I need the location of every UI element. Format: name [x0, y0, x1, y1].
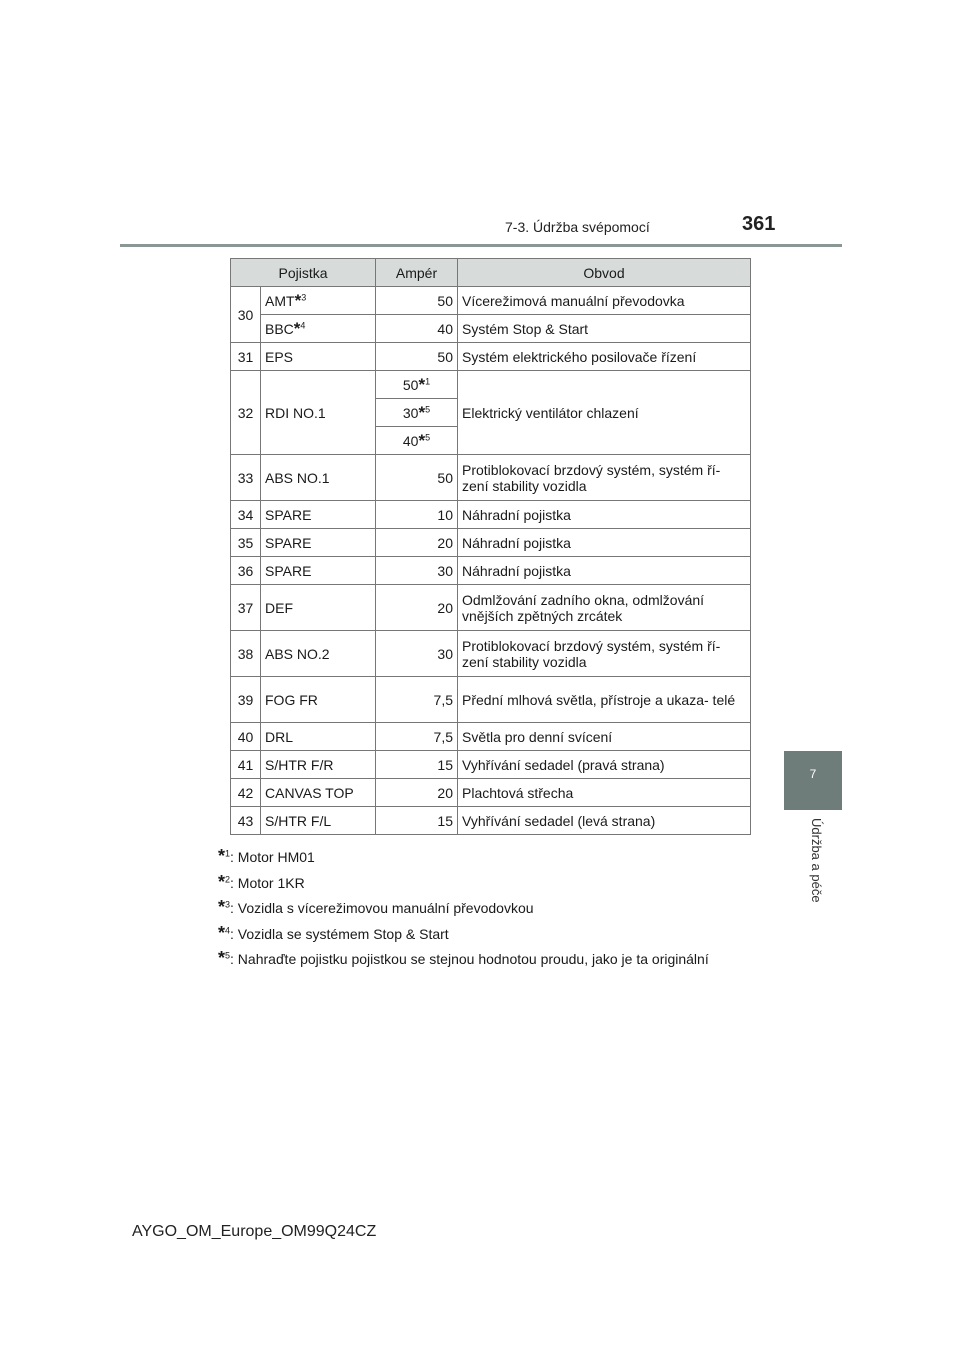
fuse-circuit: Vyhřívání sedadel (pravá strana): [458, 751, 751, 779]
section-title: 7-3. Údržba svépomocí: [505, 219, 650, 235]
table-row: [231, 751, 751, 779]
header-divider: [120, 244, 842, 247]
table-row: [231, 529, 751, 557]
fuse-ampere: 30: [376, 631, 458, 677]
fuse-circuit: Vícerežimová manuální převodovka: [458, 287, 751, 315]
table-row: [231, 807, 751, 835]
fuse-circuit: Vyhřívání sedadel (levá strana): [458, 807, 751, 835]
fuse-name: CANVAS TOP: [261, 779, 376, 807]
fuse-number: 38: [231, 631, 261, 677]
table-row: [231, 557, 751, 585]
table-row: [231, 585, 751, 631]
table-row: [231, 315, 751, 343]
fuse-ampere: 40: [376, 315, 458, 343]
column-header-circuit: Obvod: [458, 259, 751, 287]
fuse-ampere: 40*$^5$: [376, 427, 458, 455]
fuse-name: ABS NO.1: [261, 455, 376, 501]
table-row: [231, 371, 751, 399]
fuse-number: 39: [231, 677, 261, 723]
fuse-name: AMT*$^3$: [261, 287, 376, 315]
fuse-ampere: 30: [376, 557, 458, 585]
fuse-circuit: Systém Stop & Start: [458, 315, 751, 343]
fuse-number: 42: [231, 779, 261, 807]
footnote: *$^1$: Motor HM01: [218, 846, 315, 866]
fuse-ampere: 15: [376, 807, 458, 835]
fuse-circuit: Náhradní pojistka: [458, 529, 751, 557]
document-code: AYGO_OM_Europe_OM99Q24CZ: [132, 1223, 377, 1240]
fuse-name: SPARE: [261, 501, 376, 529]
fuse-name: FOG FR: [261, 677, 376, 723]
table-row: [231, 631, 751, 677]
fuse-name: S/HTR F/R: [261, 751, 376, 779]
chapter-tab[interactable]: [784, 751, 842, 810]
footnote: *$^3$: Vozidla s vícerežimovou manuální převodovkou: [218, 897, 534, 917]
fuse-number: 36: [231, 557, 261, 585]
fuse-name: DRL: [261, 723, 376, 751]
fuse-ampere: 20: [376, 529, 458, 557]
table-row: [231, 287, 751, 315]
table-row: [231, 677, 751, 723]
fuse-name: ABS NO.2: [261, 631, 376, 677]
fuse-circuit: Přední mlhová světla, přístroje a ukaza- telé: [458, 677, 751, 723]
footnote: *$^4$: Vozidla se systémem Stop & Start: [218, 922, 449, 943]
table-row: [231, 455, 751, 501]
fuse-name: S/HTR F/L: [261, 807, 376, 835]
fuse-circuit: Protiblokovací brzdový systém, systém ří- zení stability vozidla: [458, 631, 751, 677]
fuse-circuit: Systém elektrického posilovače řízení: [458, 343, 751, 371]
fuse-name: SPARE: [261, 557, 376, 585]
fuse-ampere: 7,5: [376, 723, 458, 751]
fuse-circuit: Světla pro denní svícení: [458, 723, 751, 751]
fuse-ampere: 50*$^1$: [376, 371, 458, 399]
fuse-circuit: Protiblokovací brzdový systém, systém ří- zení stability vozidla: [458, 455, 751, 501]
fuse-ampere: 15: [376, 751, 458, 779]
fuse-name: DEF: [261, 585, 376, 631]
column-header-ampere: Ampér: [376, 259, 458, 287]
column-header-fuse: Pojistka: [231, 259, 376, 287]
fuse-number: 41: [231, 751, 261, 779]
fuse-number: 30: [231, 287, 261, 343]
fuse-ampere: 50: [376, 455, 458, 501]
fuse-circuit: Plachtová střecha: [458, 779, 751, 807]
fuse-ampere: 7,5: [376, 677, 458, 723]
fuse-number: 43: [231, 807, 261, 835]
fuse-name: EPS: [261, 343, 376, 371]
fuse-number: 34: [231, 501, 261, 529]
fuse-circuit: Náhradní pojistka: [458, 557, 751, 585]
table-row: [231, 343, 751, 371]
fuse-ampere: 50: [376, 287, 458, 315]
table-row: [231, 723, 751, 751]
fuse-number: 37: [231, 585, 261, 631]
fuse-ampere: 20: [376, 779, 458, 807]
fuse-number: 40: [231, 723, 261, 751]
fuse-number: 32: [231, 371, 261, 455]
chapter-label: Údržba a péče: [809, 818, 824, 903]
fuse-number: 33: [231, 455, 261, 501]
fuse-number: 31: [231, 343, 261, 371]
fuse-number: 35: [231, 529, 261, 557]
fuse-name: BBC*$^4$: [261, 315, 376, 343]
fuse-ampere: 50: [376, 343, 458, 371]
fuse-name: SPARE: [261, 529, 376, 557]
fuse-table: [230, 258, 751, 835]
fuse-name: RDI NO.1: [261, 371, 376, 455]
table-row: [231, 779, 751, 807]
footnote: *$^2$: Motor 1KR: [218, 871, 305, 892]
fuse-circuit: Náhradní pojistka: [458, 501, 751, 529]
fuse-circuit: Odmlžování zadního okna, odmlžování vnějších zpětných zrcátek: [458, 585, 751, 631]
footnotes: [218, 845, 778, 973]
table-row: [231, 501, 751, 529]
fuse-ampere: 20: [376, 585, 458, 631]
page-number: 361: [742, 213, 776, 235]
fuse-circuit: Elektrický ventilátor chlazení: [458, 371, 751, 455]
fuse-ampere: 10: [376, 501, 458, 529]
footnote: *$^5$: Nahraďte pojistku pojistkou se stejnou hodnotou proudu, jako je ta originální: [218, 948, 709, 968]
fuse-ampere: 30*$^5$: [376, 399, 458, 427]
chapter-number: 7: [809, 767, 817, 781]
